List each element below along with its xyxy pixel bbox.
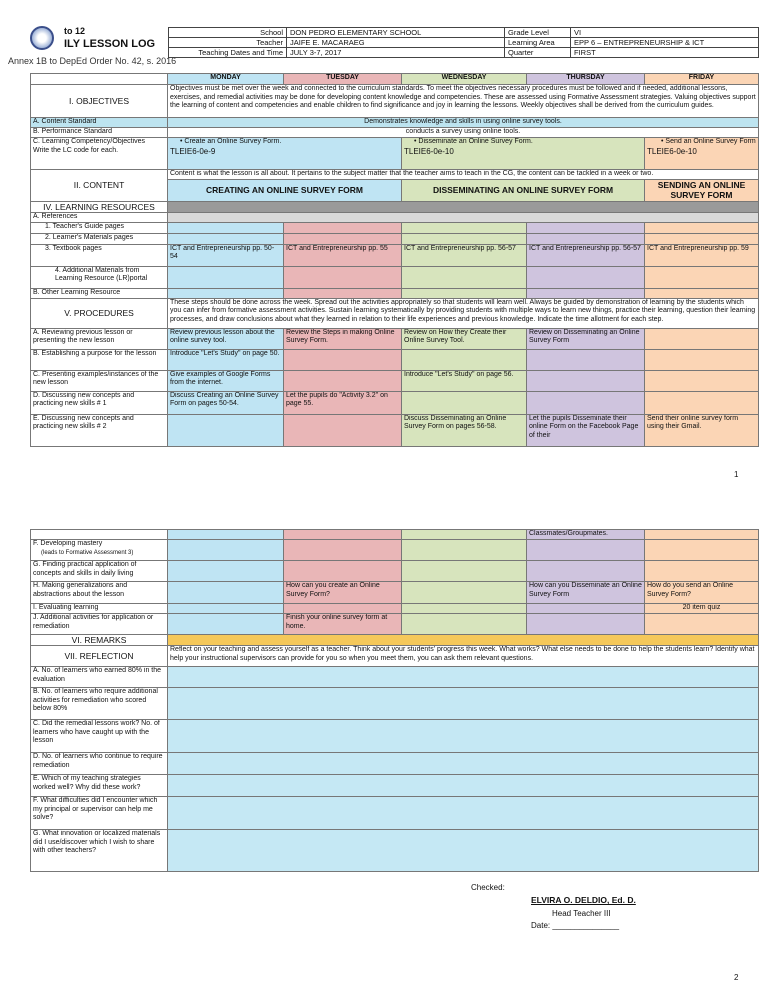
day-header-tuesday: TUESDAY [284,74,402,85]
proc-i-label: I. Evaluating learning [31,604,168,614]
content-label: II. CONTENT [31,170,168,202]
textbook-tuesday: ICT and Entrepreneurship pp. 55 [284,244,402,266]
refl-f-label: F. What difficulties did I encounter which my principal or supervisor can help me solve? [31,797,168,830]
content-wednesday: DISSEMINATING AN ONLINE SURVEY FORM [402,179,645,201]
proc-d-tuesday: Let the pupils do "Activity 3.2" on page 55. [284,391,402,414]
page-number-1: 1 [734,470,739,479]
references-label: A. References [31,212,168,222]
resources-label: IV. LEARNING RESOURCES [31,201,168,212]
competency-friday-code: TLEIE6-0e-10 [647,146,697,156]
proc-c-monday: Give examples of Google Forms from the internet. [168,370,284,391]
annex-note: Annex 1B to DepEd Order No. 42, s. 2016 [8,56,177,66]
textbook-friday: ICT and Entrepreneurship pp. 59 [645,244,759,266]
proc-h-label: H. Making generalizations and abstractions about the lesson [31,582,168,604]
proc-f-label [31,540,168,561]
proc-j-tuesday: Finish your online survey form at home. [284,614,402,635]
competency-monday-text: • Create an Online Survey Form. [180,138,282,145]
day-header-friday: FRIDAY [645,74,759,85]
proc-f-sub: (leads to Formative Assessment 3) [41,549,134,556]
proc-g-label: G. Finding practical application of concepts and skills in daily living [31,561,168,582]
proc-i-friday: 20 item quiz [645,604,759,614]
objectives-label: I. OBJECTIVES [31,85,168,118]
deped-seal-logo [30,26,54,50]
content-friday: SENDING AN ONLINE SURVEY FORM [645,179,759,201]
reflection-label: VII. REFLECTION [31,646,168,667]
title-line-2: ILY LESSON LOG [64,38,156,50]
competency-monday-code: TLEIE6-0e-9 [170,146,216,156]
signer-title: Head Teacher III [552,909,611,918]
learners-materials-label: 2. Learner's Materials pages [31,233,168,244]
content-standard-label: A. Content Standard [31,118,168,128]
proc-e-wednesday: Discuss Disseminating an Online Survey Form on pages 56-58. [402,414,527,446]
school-value: DON PEDRO ELEMENTARY SCHOOL [287,28,505,38]
days-corner [31,74,168,85]
textbook-thursday: ICT and Entrepreneurship pp. 56-57 [527,244,645,266]
proc-h-friday: How do you send an Online Survey Form? [645,582,759,604]
resources-bar [168,201,759,212]
dates-value: JULY 3-7, 2017 [287,48,505,58]
textbook-label: 3. Textbook pages [31,244,168,266]
continued-thursday: Classmates/Groupmates. [527,530,645,540]
checked-label: Checked: [471,883,505,892]
day-header-wednesday: WEDNESDAY [402,74,527,85]
competency-sub: Write the LC code for each. [33,146,119,154]
content-standard-text: Demonstrates knowledge and skills in using online survey tools. [168,118,759,128]
competency-friday-text: • Send an Online Survey Form [661,138,756,145]
competency-label [31,138,168,170]
proc-d-monday: Discuss Creating an Online Survey Form on pages 50-54. [168,391,284,414]
competency-title: C. Learning Competency/Objectives [33,138,146,145]
proc-f-title: F. Developing mastery [33,540,103,547]
proc-b-monday: Introduce "Let's Study" on page 50. [168,349,284,370]
teacher-label: Teacher [169,38,287,48]
performance-standard-text: conducts a survey using online tools. [168,128,759,138]
content-text: Content is what the lesson is all about. It pertains to the subject matter that the teacher aims to teach in the CG, the content can be tackled in a week or two. [168,170,759,180]
competency-wednesday-code: TLEIE6-0e-10 [404,146,454,156]
remarks-bar [168,635,759,646]
proc-a-label: A. Reviewing previous lesson or presenting the new lesson [31,328,168,349]
proc-c-wednesday: Introduce "Let's Study" on page 56. [402,370,527,391]
page-number-2: 2 [734,973,739,982]
proc-a-thursday: Review on Disseminating an Online Survey Form [527,328,645,349]
area-label: Learning Area [505,38,571,48]
grade-label: Grade Level [505,28,571,38]
school-label: School [169,28,287,38]
additional-materials-label: 4. Additional Materials from Learning Resource (LR)portal [31,266,168,288]
other-resource-label: B. Other Learning Resource [31,288,168,298]
proc-a-monday: Review previous lesson about the online survey tool. [168,328,284,349]
refl-b-label: B. No. of learners who require additional activities for remediation who scored below 80% [31,688,168,720]
procedures-text: These steps should be done across the week. Spread out the activities appropriately so that students will learn well. Always be guided by demonstration of learning by the students which you can infer from formative assessment activities. Sustain learning systematically by providing students with multiple ways to learn new things, practice their learning, question their learning processes, and draw conclusions about what they learned in relation to their life experiences and previous knowledge. Indicate the time allotment for each step. [168,298,759,328]
proc-d-label: D. Discussing new concepts and practicing new skills # 1 [31,391,168,414]
quarter-value: FIRST [571,48,759,58]
refl-e-label: E. Which of my teaching strategies worked well? Why did these work? [31,775,168,797]
proc-e-thursday: Let the pupils Disseminate their online Form on the Facebook Page of their [527,414,645,446]
grade-value: VI [571,28,759,38]
dates-label: Teaching Dates and Time [169,48,287,58]
refl-g-label: G. What innovation or localized materials did I use/discover which I wish to share with other teachers? [31,830,168,872]
competency-monday [168,138,402,170]
lesson-log-table-page1 [30,73,759,447]
textbook-wednesday: ICT and Entrepreneurship pp. 56-57 [402,244,527,266]
proc-h-thursday: How can you Disseminate an Online Survey Form [527,582,645,604]
proc-a-wednesday: Review on How they Create their Online Survey Tool. [402,328,527,349]
proc-a-tuesday: Review the Steps in making Online Survey Form. [284,328,402,349]
title-line-1: to 12 [64,26,86,36]
procedures-label: V. PROCEDURES [31,298,168,328]
textbook-monday: ICT and Entrepreneurship pp. 50-54 [168,244,284,266]
day-header-thursday: THURSDAY [527,74,645,85]
content-monday: CREATING AN ONLINE SURVEY FORM [168,179,402,201]
date-line: Date: _______________ [531,921,620,930]
signer-name: ELVIRA O. DELDIO, Ed. D. [531,895,636,905]
proc-e-label: E. Discussing new concepts and practicing new skills # 2 [31,414,168,446]
references-bar [168,212,759,222]
proc-c-label: C. Presenting examples/instances of the new lesson [31,370,168,391]
objectives-text: Objectives must be met over the week and connected to the curriculum standards. To meet the objectives necessary procedures must be followed and if needed, additional lessons, exercises, and remedial activities may be done for developing content knowledge and competencies. These are assessed using Formative Assessment strategies. Valuing objectives support the learning of content and competencies and enable children to find significance and joy in learning the lessons. Weekly objectives shall be derived from the curriculum guides. [168,85,759,118]
competency-wednesday [402,138,645,170]
refl-c-label: C. Did the remedial lessons work? No. of learners who have caught up with the lesson [31,720,168,753]
proc-e-friday: Send their online survey form using their Gmail. [645,414,759,446]
day-header-monday: MONDAY [168,74,284,85]
teacher-value: JAIFE E. MACARAEG [287,38,505,48]
quarter-label: Quarter [505,48,571,58]
proc-j-label: J. Additional activities for application or remediation [31,614,168,635]
refl-a-label: A. No. of learners who earned 80% in the evaluation [31,667,168,688]
header-info-table [168,27,759,58]
teachers-guide-label: 1. Teacher's Guide pages [31,222,168,233]
lesson-log-table-page2 [30,529,759,872]
proc-h-tuesday: How can you create an Online Survey Form? [284,582,402,604]
proc-b-label: B. Establishing a purpose for the lesson [31,349,168,370]
refl-d-label: D. No. of learners who continue to require remediation [31,753,168,775]
remarks-label: VI. REMARKS [31,635,168,646]
competency-friday [645,138,759,170]
reflection-text: Reflect on your teaching and assess yourself as a teacher. Think about your students' progress this week. What works? What else needs to be done to help the students learn? Identify what help your instructional supervisors can provide for you so when you meet them, you can ask them relevant questions. [168,646,759,667]
area-value: EPP 6 – ENTREPRENEURSHIP & ICT [571,38,759,48]
competency-wednesday-text: • Disseminate an Online Survey Form. [414,138,533,145]
performance-standard-label: B. Performance Standard [31,128,168,138]
